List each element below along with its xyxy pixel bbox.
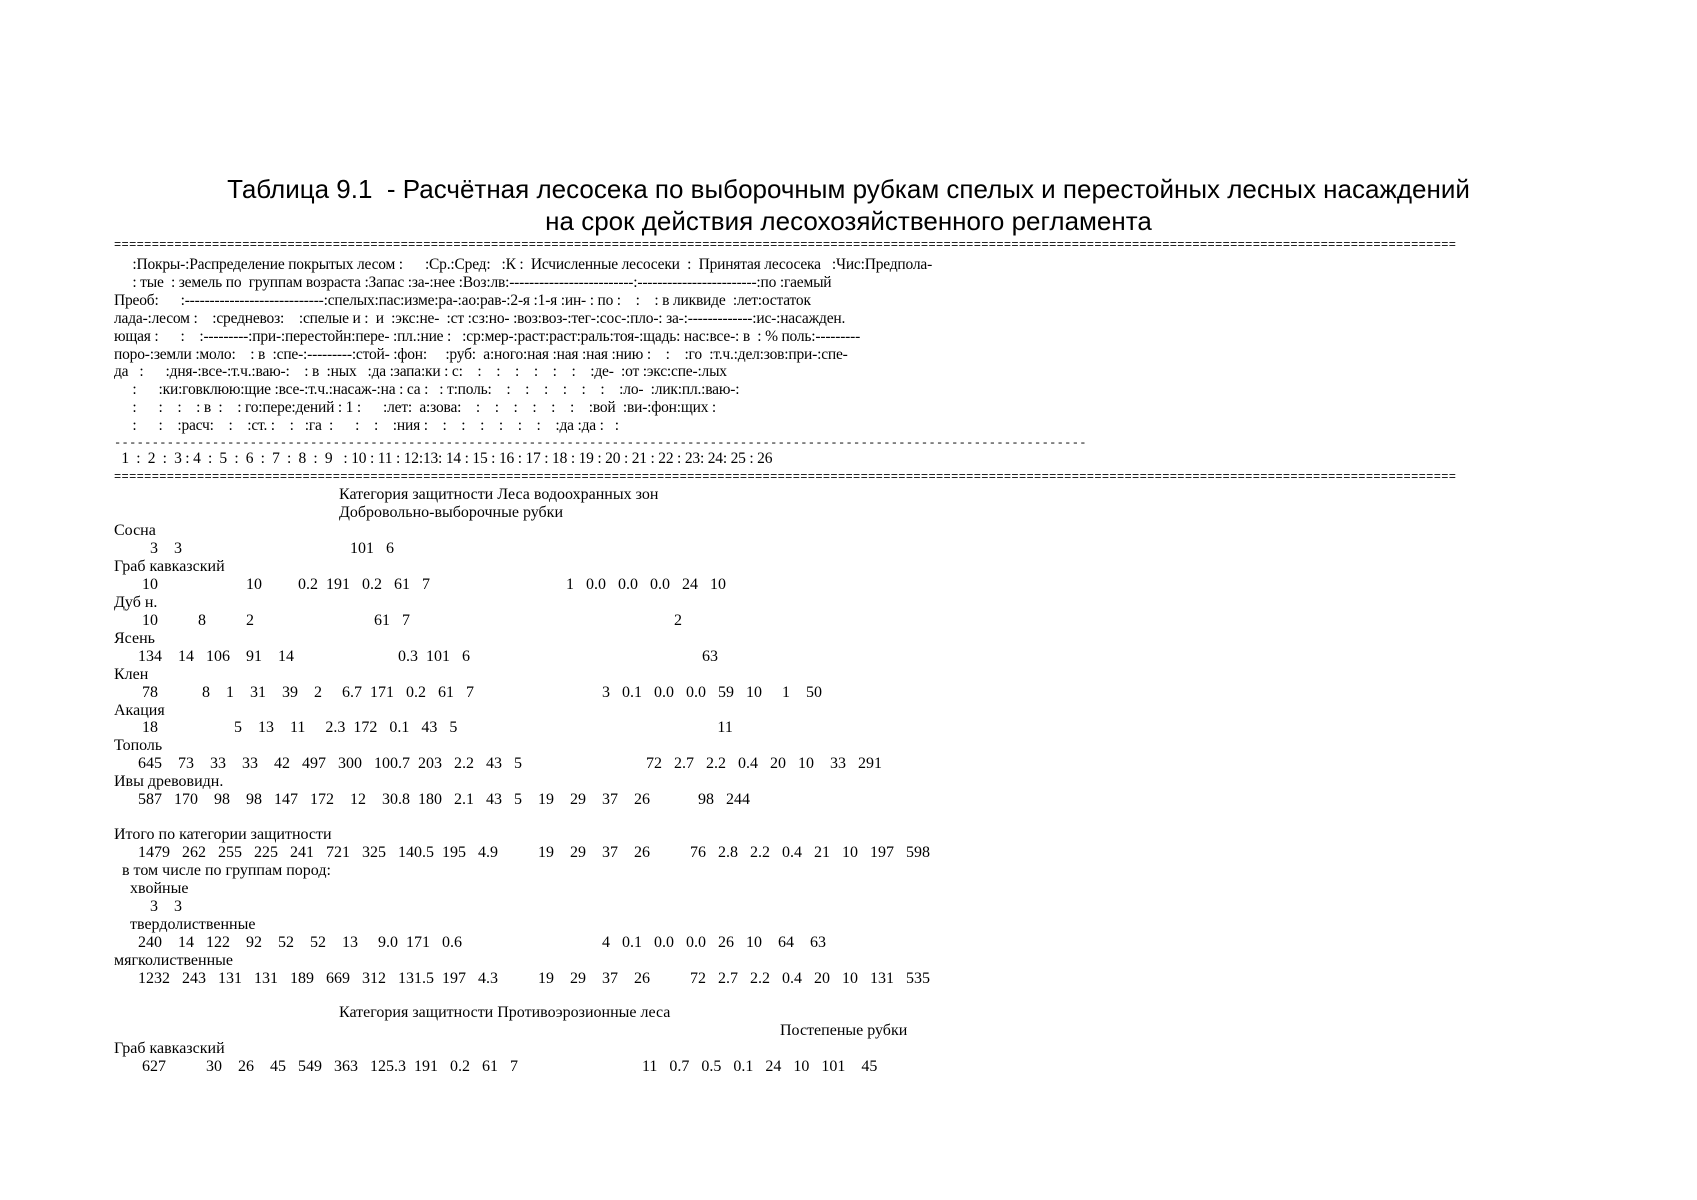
header-line: ющая : : :---------:при-:перестойн:пере- :пл.:ние : :ср:мер-:раст:раст:раль:тоя-:щадь: нас:все-: в : % поль:--------- (114, 327, 861, 345)
species-values: 3 3 (114, 897, 182, 915)
species-values: 134 14 106 91 14 0.3 101 6 63 (114, 647, 718, 665)
species-name: Сосна (114, 522, 156, 539)
header-line: поро-:земли :моло: : в :спе-:---------:стой- :фон: :руб: а:ного:ная :ная :ная :нию : : :го :т.ч.:дел:зов:при-:спе- (114, 345, 848, 363)
species-values: 645 73 33 33 42 497 300 100.7 203 2.2 43 5 72 2.7 2.2 0.4 20 10 33 291 (114, 755, 882, 773)
species-name: Клен (114, 665, 149, 683)
species-values: 1232 243 131 131 189 669 312 131.5 197 4.3 19 29 37 26 72 2.7 2.2 0.4 20 10 131 535 (114, 969, 930, 987)
species-name: Ивы древовидн. (114, 773, 224, 791)
cutting-type-1: Добровольно-выборочные рубки (339, 504, 564, 521)
header-line: да : :дня-:все-:т.ч.:ваю-: : в :ных :да :запа:ки : с: : : : : : : :де- :от :экс:спе-:лых (114, 363, 727, 381)
species-name: Граб кавказский (114, 1040, 225, 1057)
species-name: хвойные (114, 880, 189, 897)
species-values: 587 170 98 98 147 172 12 30.8 180 2.1 43 5 19 29 37 26 98 244 (114, 791, 750, 809)
table-title: Таблица 9.1 - Расчётная лесосека по выборочным рубкам спелых и перестойных лесных насаждений (227, 174, 1470, 204)
species-values: 18 5 13 11 2.3 172 0.1 43 5 11 (114, 719, 733, 737)
species-values: 3 3 101 6 (114, 539, 394, 557)
section-2-rows (114, 1040, 877, 1076)
header-line: : тые : земель по группам возраста :Запас :за-:нее :Воз:лв:-------------------------:------------------------:по :гаемый (114, 273, 832, 291)
table-subtitle: на срок действия лесохозяйственного регламента (545, 206, 1152, 236)
total-values: 1479 262 255 225 241 721 325 140.5 195 4.9 19 29 37 26 76 2.8 2.2 0.4 21 10 197 598 (114, 844, 930, 861)
species-name: Дуб н. (114, 593, 158, 611)
section-1-groups (114, 880, 930, 988)
header-line: :Покры-:Распределение покрытых лесом : :Ср.:Сред: :К : Исчисленные лесосеки : Принятая лесосека :Чис:Предпола- (114, 256, 933, 273)
section-1-rows (114, 522, 882, 809)
double-rule-bottom: ================================================================================================================================================================================== (114, 470, 1457, 484)
species-values: 627 30 26 45 549 363 125.3 191 0.2 61 7 11 0.7 0.5 0.1 24 10 101 45 (114, 1057, 878, 1075)
species-values: 240 14 122 92 52 52 13 9.0 171 0.6 4 0.1 0.0 0.0 26 10 64 63 (114, 933, 826, 951)
category-title-2: Категория защитности Противоэрозионные леса (339, 1004, 671, 1021)
groups-label: в том числе по группам пород: (114, 862, 331, 879)
species-name: твердолиственные (114, 915, 256, 933)
species-name: Граб кавказский (114, 557, 225, 575)
column-numbers: 1 : 2 : 3 : 4 : 5 : 6 : 7 : 8 : 9 : 10 : 11 : 12:13: 14 : 15 : 16 : 17 : 18 : 19 : 20 : 21 : 22 : 23: 24: 25 : 26 (114, 450, 773, 467)
species-values: 10 8 2 61 7 2 (114, 611, 682, 629)
table-header (114, 256, 932, 435)
species-name: Ясень (114, 629, 155, 647)
species-name: Акация (114, 701, 165, 719)
header-line: : :ки:говклюю:щие :все-:т.ч.:насаж-:на : са : : т:поль: : : : : : : :ло- :лик:пл.:ваю-: (114, 381, 740, 399)
species-values: 10 10 0.2 191 0.2 61 7 1 0.0 0.0 0.0 24 10 (114, 575, 726, 593)
category-title-1: Категория защитности Леса водоохранных зон (339, 486, 659, 503)
species-name: Тополь (114, 737, 163, 755)
total-label: Итого по категории защитности (114, 826, 332, 843)
species-name: мягколиственные (114, 951, 233, 969)
header-line: : : :расч: : :ст. : : :га : : : :ния : : : : : : : :да :да : : (114, 417, 619, 435)
header-line: : : : : в : : го:пере:дений : 1 : :лет: а:зова: : : : : : : :вой :ви-:фон:щих : (114, 399, 717, 417)
header-line: Преоб: :----------------------------:спелых:пас:изме:ра-:ао:рав-:2-я :1-я :ин- : по : : : в ликвиде :лет:остаток (114, 291, 811, 309)
species-values: 78 8 1 31 39 2 6.7 171 0.2 61 7 3 0.1 0.0 0.0 59 10 1 50 (114, 683, 822, 701)
double-rule-top: ================================================================================================================================================================================== (114, 238, 1457, 252)
cutting-type-2: Постепеные рубки (780, 1022, 908, 1039)
single-rule: --------------------------------------------------------------------------------------------------------------------------------- (114, 436, 1087, 450)
header-line: лада-:лесом : :средневоз: :спелые и : и :экс:не- :ст :сз:но- :воз:воз-:тег-:сос-:пло-: за-:-------------:ис-:насажден. (114, 309, 846, 327)
